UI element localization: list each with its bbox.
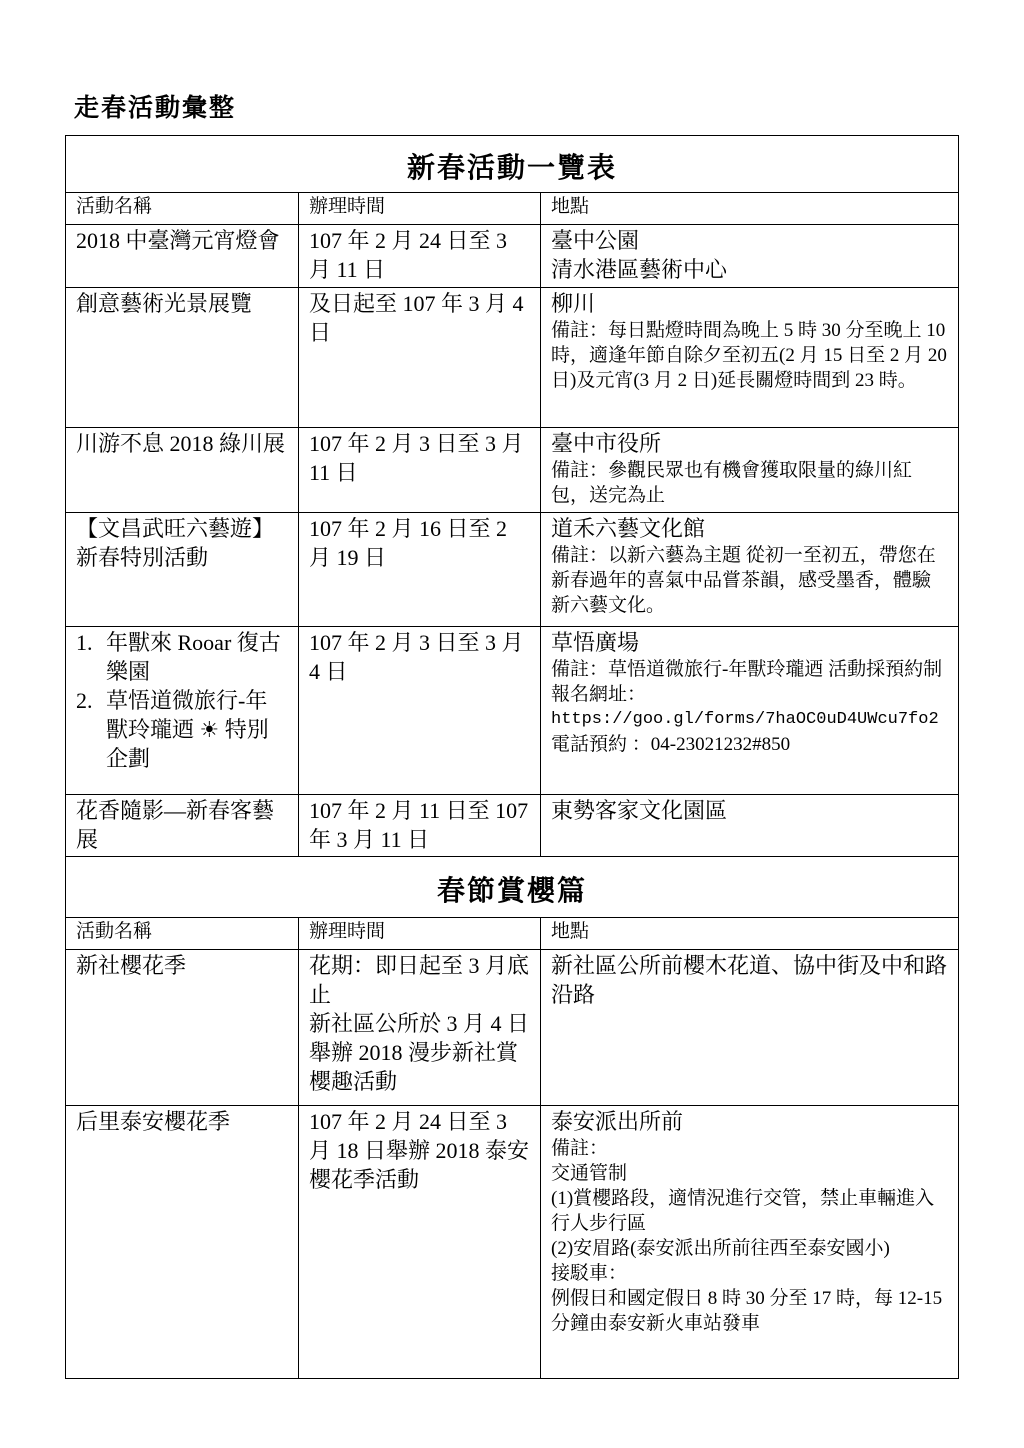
activity-name-cell: [66, 950, 299, 1106]
activity-name: 花香隨影—新春客藝展: [76, 798, 275, 852]
section1-title-row: [66, 136, 959, 193]
event-time: 花期：即日起至 3 月底止: [309, 953, 530, 1007]
activity-name-list-item: [76, 686, 288, 773]
table-row: [66, 627, 959, 795]
time-cell: [299, 513, 541, 627]
activity-name-cell: [66, 428, 299, 513]
location-note: (1)賞櫻路段，適情況進行交管，禁止車輛進入行人步行區: [551, 1188, 935, 1234]
col-header-time: 辦理時間: [299, 918, 541, 950]
col-header-activity: 活動名稱: [66, 918, 299, 950]
table-row: [66, 513, 959, 627]
event-time: 及日起至 107 年 3 月 4 日: [309, 291, 524, 345]
location-name: 道禾六藝文化館: [551, 516, 706, 541]
time-cell: [299, 627, 541, 795]
location-name: 東勢客家文化園區: [551, 798, 728, 823]
location-cell: [541, 1106, 959, 1379]
time-cell: [299, 288, 541, 428]
activity-name-list-item: [76, 628, 288, 686]
time-cell: [299, 950, 541, 1106]
location-cell: [541, 795, 959, 857]
location-name: 臺中市役所: [551, 431, 662, 456]
list-marker: 1.: [76, 630, 93, 655]
table-row: [66, 1106, 959, 1379]
location-name: 清水港區藝術中心: [551, 257, 728, 282]
table-row: [66, 950, 959, 1106]
activity-name-cell: [66, 513, 299, 627]
location-name: 新社區公所前櫻木花道、協中街及中和路沿路: [551, 953, 948, 1007]
location-note: 交通管制: [551, 1163, 628, 1184]
table-row: [66, 288, 959, 428]
event-time: 107 年 2 月 24 日至 3 月 11 日: [309, 228, 508, 282]
col-header-time: 辦理時間: [299, 193, 541, 225]
event-time: 107 年 2 月 24 日至 3 月 18 日舉辦 2018 泰安櫻花季活動: [309, 1109, 530, 1192]
activities-table: [65, 135, 959, 1379]
section2-title-row: [66, 857, 959, 918]
location-name: 泰安派出所前: [551, 1109, 684, 1134]
location-cell: [541, 428, 959, 513]
activity-name: 草悟道微旅行-年獸玲瓏迺 ☀ 特別企劃: [106, 688, 269, 771]
activity-name-cell: [66, 795, 299, 857]
location-name: 柳川: [551, 291, 596, 316]
section2-title: 春節賞櫻篇: [66, 857, 959, 918]
time-cell: [299, 795, 541, 857]
location-cell: [541, 288, 959, 428]
activity-name-cell: [66, 627, 299, 795]
location-cell: [541, 513, 959, 627]
location-note: (2)安眉路(泰安派出所前往西至泰安國小): [551, 1238, 890, 1259]
event-time: 107 年 2 月 3 日至 3 月 11 日: [309, 431, 524, 485]
event-time: 107 年 2 月 11 日至 107 年 3 月 11 日: [309, 798, 529, 852]
location-note: 備註：: [551, 1138, 609, 1159]
location-note: 備註：參觀民眾也有機會獲取限量的綠川紅包，送完為止: [551, 460, 913, 506]
event-time: 107 年 2 月 3 日至 3 月 4 日: [309, 630, 524, 684]
activity-name-cell: [66, 288, 299, 428]
activity-name: 年獸來 Rooar 復古樂園: [106, 630, 281, 684]
table-row: [66, 428, 959, 513]
activity-name: 創意藝術光景展覽: [76, 291, 253, 316]
signup-url[interactable]: https://goo.gl/forms/7haOC0uD4UWcu7fo2: [551, 710, 939, 729]
location-note: 例假日和國定假日 8 時 30 分至 17 時，每 12-15 分鐘由泰安新火車站發車: [551, 1288, 943, 1334]
activity-name-cell: [66, 225, 299, 288]
col-header-activity: 活動名稱: [66, 193, 299, 225]
location-cell: [541, 950, 959, 1106]
section1-header-row: [66, 193, 959, 225]
event-time: 107 年 2 月 16 日至 2 月 19 日: [309, 516, 508, 570]
col-header-location: 地點: [541, 918, 959, 950]
location-cell: [541, 225, 959, 288]
phone-reservation: 電話預約 ：04-23021232#850: [551, 734, 791, 755]
page-title: 走春活動彙整: [74, 95, 237, 122]
table-row: [66, 795, 959, 857]
signup-label: 報名網址：: [551, 684, 647, 705]
activity-name: 【文昌武旺六藝遊】新春特別活動: [76, 516, 275, 570]
location-cell: [541, 627, 959, 795]
col-header-location: 地點: [541, 193, 959, 225]
event-time: 新社區公所於 3 月 4 日舉辦 2018 漫步新社賞櫻趣活動: [309, 1011, 530, 1094]
time-cell: [299, 428, 541, 513]
activity-name: 川游不息 2018 綠川展: [76, 431, 286, 456]
location-note: 備註：每日點燈時間為晚上 5 時 30 分至晚上 10 時，適逢年節自除夕至初五(2 月 15 日至 2 月 20 日)及元宵(3 月 2 日)延長關燈時間到 23 時。: [551, 320, 947, 391]
location-name: 草悟廣場: [551, 630, 640, 655]
list-marker: 2.: [76, 688, 93, 713]
activity-name-cell: [66, 1106, 299, 1379]
time-cell: [299, 1106, 541, 1379]
location-note: 接駁車：: [551, 1263, 628, 1284]
time-cell: [299, 225, 541, 288]
activity-name: 2018 中臺灣元宵燈會: [76, 228, 280, 253]
section2-header-row: [66, 918, 959, 950]
location-note: 備註：草悟道微旅行-年獸玲瓏迺 活動採預約制: [551, 659, 943, 680]
location-note: 備註：以新六藝為主題 從初一至初五，帶您在新春過年的喜氣中品嘗茶韻，感受墨香，體驗新六藝文化。: [551, 545, 936, 616]
activity-name: 后里泰安櫻花季: [76, 1109, 231, 1134]
location-name: 臺中公園: [551, 228, 640, 253]
activity-name: 新社櫻花季: [76, 953, 187, 978]
table-row: [66, 225, 959, 288]
section1-title: 新春活動一覽表: [66, 136, 959, 193]
